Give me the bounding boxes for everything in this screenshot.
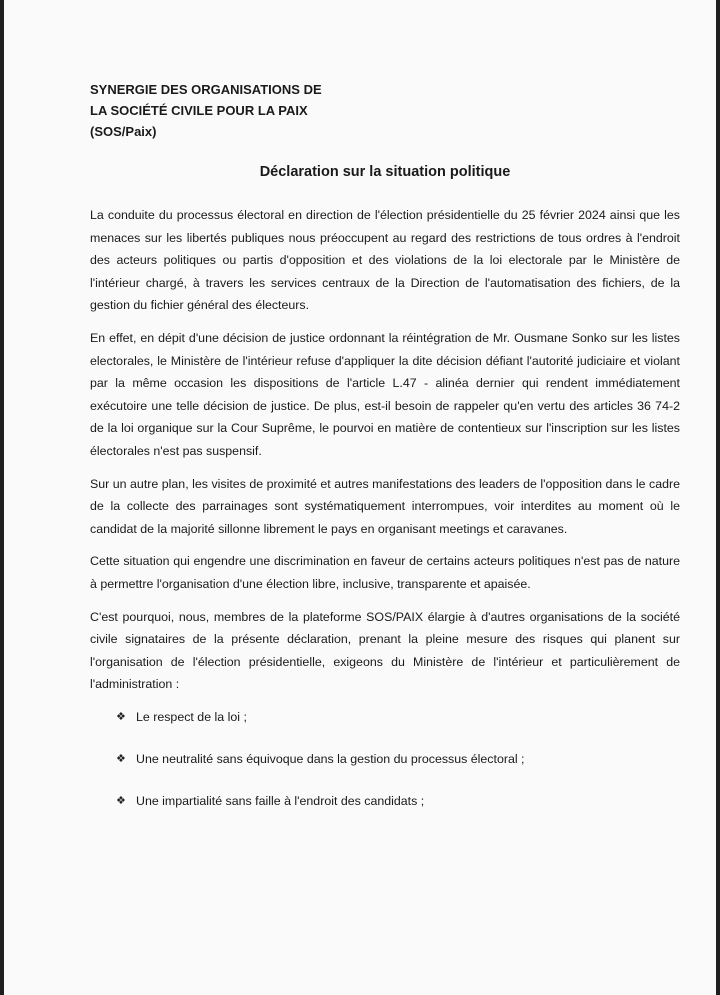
paragraph-3: Sur un autre plan, les visites de proximité et autres manifestations des leaders de l'opposition dans le cadre de la collecte des parrainages sont systématiquement interrompues, voir interdites au moment où le candidat de la majorité sillonne librement le pays en organisant meetings et caravanes.: [90, 476, 680, 536]
document-page: [4, 0, 716, 995]
paragraph-4: Cette situation qui engendre une discrimination en faveur de certains acteurs politiques n'est pas de nature à permettre l'organisation d'une élection libre, inclusive, transparente et apaisée.: [90, 554, 680, 591]
org-name-line-1: SYNERGIE DES ORGANISATIONS DE: [90, 82, 322, 97]
list-item: [116, 790, 680, 812]
paragraph-2: En effet, en dépit d'une décision de justice ordonnant la réintégration de Mr. Ousmane Sonko sur les listes electorales, le Ministère de l'intérieur refuse d'appliquer la dite décision défiant l'autorité judiciaire et violant par la même occasion les dispositions de l'article L.47 - alinéa dernier qui rendent immédiatement exécutoire une telle décision de justice. De plus, est-il besoin de rappeler qu'en vertu des articles 36 74-2 de la loi organique sur la Cour Suprême, le pourvoi en matière de contentieux sur l'inscription sur les listes électorales n'est pas suspensif.: [90, 330, 680, 458]
org-name-line-2: LA SOCIÉTÉ CIVILE POUR LA PAIX: [90, 103, 308, 118]
demands-list: [90, 706, 680, 812]
paragraph-5: C'est pourquoi, nous, membres de la plateforme SOS/PAIX élargie à d'autres organisations de la société civile signataires de la présente déclaration, prenant la pleine mesure des risques qui planent sur l'organisation de l'élection présidentielle, exigeons du Ministère de l'intérieur et particulièrement de l'administration :: [90, 609, 680, 692]
declaration-title: Déclaration sur la situation politique: [259, 164, 511, 180]
declaration-body: [90, 204, 680, 812]
list-item-text: Une neutralité sans équivoque dans la gestion du processus électoral ;: [136, 751, 525, 766]
organization-header: [90, 79, 680, 142]
diamond-bullet-icon: ❖: [116, 710, 126, 723]
list-item: [116, 706, 680, 728]
paragraph-1: La conduite du processus électoral en direction de l'élection présidentielle du 25 février 2024 ainsi que les menaces sur les libertés publiques nous préoccupent au regard des restrictions de tous ordres à l'endroit des acteurs politiques ou partis d'opposition et des violations de la loi electorale par le Ministère de l'intérieur chargé, à travers les services centraux de la Direction de l'automatisation des fichiers, de la gestion du fichier général des électeurs.: [90, 208, 680, 313]
list-item-text: Le respect de la loi ;: [136, 709, 247, 724]
diamond-bullet-icon: ❖: [116, 794, 126, 807]
org-acronym: (SOS/Paix): [90, 124, 157, 139]
list-item-text: Une impartialité sans faille à l'endroit des candidats ;: [136, 793, 425, 808]
list-item: [116, 748, 680, 770]
diamond-bullet-icon: ❖: [116, 752, 126, 765]
